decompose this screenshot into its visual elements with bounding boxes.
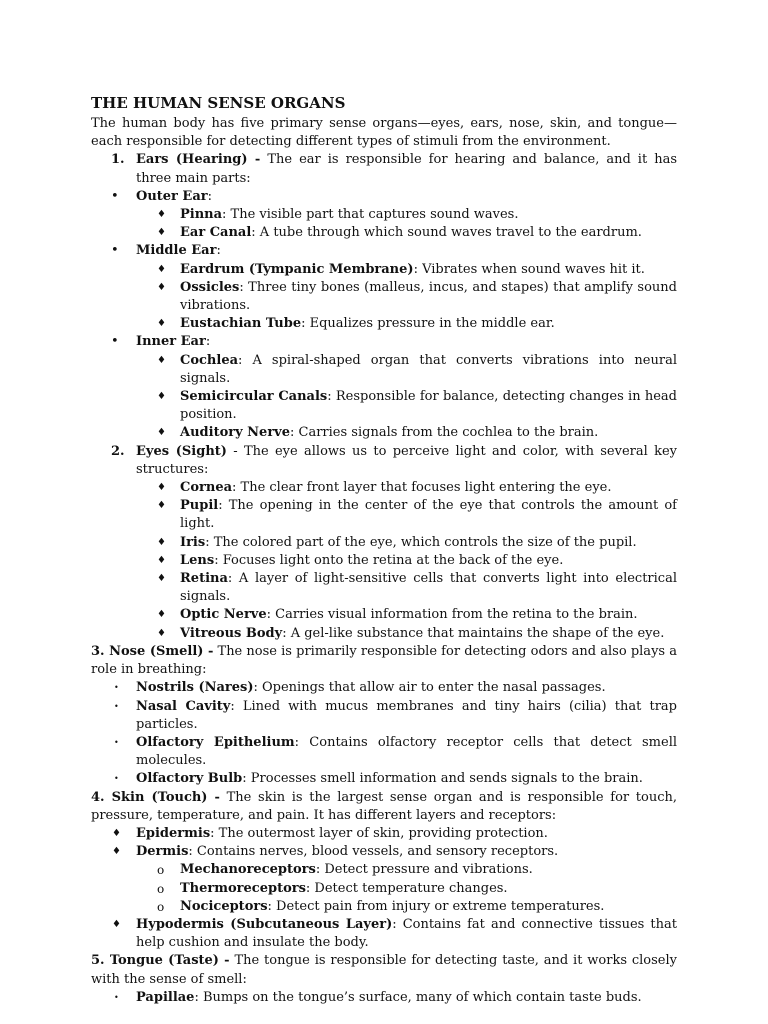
definition: : Equalizes pressure in the middle ear. bbox=[301, 316, 555, 332]
term: Iris bbox=[180, 534, 206, 550]
section-text: The ear is responsible for hearing and balance, and it has three main parts: bbox=[136, 152, 677, 186]
diamond-bullet-icon: ♦ bbox=[157, 263, 166, 275]
diamond-bullet-icon: ♦ bbox=[157, 209, 166, 221]
bullet-icon: • bbox=[114, 774, 119, 784]
definition: : Vibrates when sound waves hit it. bbox=[413, 261, 645, 277]
list-item-dermis bbox=[91, 843, 677, 861]
diamond-bullet-icon: ♦ bbox=[112, 918, 121, 930]
term: Nasal Cavity bbox=[136, 698, 231, 714]
term: Mechanoreceptors bbox=[180, 862, 316, 878]
list-item-ossicles bbox=[91, 279, 677, 315]
list-item-auditory-nerve bbox=[91, 424, 677, 442]
term: Cochlea bbox=[180, 352, 239, 368]
definition: : A layer of light-sensitive cells that converts light into electrical signals. bbox=[180, 571, 677, 605]
diamond-bullet-icon: ♦ bbox=[157, 318, 166, 330]
definition: : Contains fat and connective tissues that help cushion and insulate the body. bbox=[136, 916, 677, 951]
diamond-bullet-icon: ♦ bbox=[157, 609, 166, 621]
term: Lens bbox=[180, 552, 215, 568]
bullet-icon: • bbox=[114, 737, 119, 747]
definition: : Openings that allow air to enter the nasal passages. bbox=[253, 680, 606, 696]
list-item-nostrils bbox=[91, 679, 677, 697]
list-item-lens bbox=[91, 552, 677, 570]
definition: : A gel-like substance that maintains the shape of the eye. bbox=[282, 625, 665, 641]
list-item-cornea bbox=[91, 479, 677, 497]
intro-paragraph: The human body has five primary sense organs—eyes, ears, nose, skin, and tongue—each responsible for detecting different types of stimuli from the environment. bbox=[91, 116, 677, 150]
section-heading: 3. Nose (Smell) - bbox=[91, 643, 214, 659]
section-heading: 4. Skin (Touch) - bbox=[91, 789, 220, 805]
circle-bullet-icon: o bbox=[157, 881, 165, 896]
list-item-iris bbox=[91, 534, 677, 552]
subsection-inner-ear: • Inner Ear: bbox=[91, 333, 677, 351]
definition: : Detect temperature changes. bbox=[305, 880, 508, 896]
circle-bullet-icon: o bbox=[157, 863, 165, 878]
term: Epidermis bbox=[136, 825, 211, 841]
list-item-papillae bbox=[91, 989, 677, 1007]
definition: : Focuses light onto the retina at the back of the eye. bbox=[214, 552, 564, 568]
definition: : Contains olfactory receptor cells that detect smell molecules. bbox=[136, 734, 678, 769]
definition: : The colored part of the eye, which controls the size of the pupil. bbox=[205, 534, 637, 550]
term: Optic Nerve bbox=[180, 607, 267, 623]
list-item-optic-nerve bbox=[91, 606, 677, 624]
definition: : Bumps on the tongue’s surface, many of which contain taste buds. bbox=[194, 989, 642, 1005]
definition: : Carries signals from the cochlea to the brain. bbox=[290, 425, 599, 441]
section-text: - The eye allows us to perceive light and color, with several key structures: bbox=[136, 443, 677, 477]
list-number: 2. bbox=[111, 443, 125, 459]
section-ears bbox=[91, 151, 677, 187]
list-item-vitreous-body bbox=[91, 625, 677, 643]
list-item-pupil bbox=[91, 497, 677, 533]
term: Hypodermis (Subcutaneous Layer) bbox=[136, 916, 393, 932]
list-item-mechanoreceptors bbox=[91, 861, 677, 879]
section-tongue bbox=[91, 952, 677, 988]
definition: : Responsible for balance, detecting changes in head position. bbox=[180, 389, 677, 423]
term: Dermis bbox=[136, 844, 189, 860]
bullet-icon: • bbox=[111, 188, 119, 204]
diamond-bullet-icon: ♦ bbox=[157, 500, 166, 512]
list-item-olfactory-epithelium bbox=[91, 734, 677, 770]
document-title: THE HUMAN SENSE ORGANS bbox=[91, 94, 346, 112]
section-nose bbox=[91, 643, 677, 679]
term: Nociceptors bbox=[180, 898, 268, 914]
term: Semicircular Canals bbox=[180, 389, 328, 405]
list-item-pinna bbox=[91, 206, 677, 224]
term: Cornea bbox=[180, 480, 233, 496]
list-item-retina bbox=[91, 570, 677, 606]
term: Papillae bbox=[136, 989, 195, 1005]
diamond-bullet-icon: ♦ bbox=[157, 391, 166, 403]
term: Pinna bbox=[180, 207, 223, 223]
document-body bbox=[91, 93, 677, 1007]
diamond-bullet-icon: ♦ bbox=[112, 827, 121, 839]
term: Eustachian Tube bbox=[180, 316, 302, 332]
section-skin bbox=[91, 789, 677, 825]
term: Ossicles bbox=[180, 279, 240, 295]
definition: : A spiral-shaped organ that converts vibrations into neural signals. bbox=[180, 352, 677, 386]
subsection-label: Inner Ear bbox=[136, 334, 206, 350]
term: Vitreous Body bbox=[180, 625, 283, 641]
definition: : Three tiny bones (malleus, incus, and stapes) that amplify sound vibrations. bbox=[180, 279, 677, 314]
list-item-hypodermis bbox=[91, 916, 677, 952]
definition: : The outermost layer of skin, providing protection. bbox=[210, 825, 548, 841]
subsection-label: Outer Ear bbox=[136, 188, 208, 204]
bullet-icon: • bbox=[111, 243, 119, 259]
list-item-olfactory-bulb bbox=[91, 770, 677, 788]
term: Nostrils (Nares) bbox=[136, 680, 254, 696]
section-text: The tongue is responsible for detecting taste, and it works closely with the sense of smell: bbox=[91, 953, 677, 987]
definition: : Processes smell information and sends signals to the brain. bbox=[242, 771, 643, 787]
term: Olfactory Epithelium bbox=[136, 734, 295, 750]
definition: : Carries visual information from the retina to the brain. bbox=[266, 607, 638, 623]
term: Eardrum (Tympanic Membrane) bbox=[180, 261, 414, 277]
list-item-thermoreceptors bbox=[91, 880, 677, 898]
subsection-middle-ear: • Middle Ear: bbox=[91, 242, 677, 260]
term: Pupil bbox=[180, 498, 219, 514]
term: Thermoreceptors bbox=[180, 880, 306, 896]
section-heading: 5. Tongue (Taste) - bbox=[91, 953, 230, 969]
definition: : The clear front layer that focuses light entering the eye. bbox=[232, 480, 612, 496]
definition: : Detect pressure and vibrations. bbox=[315, 862, 533, 878]
definition: : Lined with mucus membranes and tiny hairs (cilia) that trap particles. bbox=[136, 698, 677, 732]
definition: : The visible part that captures sound waves. bbox=[222, 207, 519, 223]
definition: : Detect pain from injury or extreme temperatures. bbox=[267, 898, 605, 914]
list-item-eustachian-tube bbox=[91, 315, 677, 333]
list-item-nociceptors bbox=[91, 898, 677, 916]
list-item-semicircular-canals bbox=[91, 388, 677, 424]
section-heading: Eyes (Sight) bbox=[136, 443, 227, 459]
term: Ear Canal bbox=[180, 225, 252, 241]
term: Auditory Nerve bbox=[180, 425, 290, 441]
subsection-label: Middle Ear bbox=[136, 243, 217, 259]
term: Olfactory Bulb bbox=[136, 771, 243, 787]
diamond-bullet-icon: ♦ bbox=[157, 536, 166, 548]
list-item-cochlea bbox=[91, 352, 677, 388]
section-text: The skin is the largest sense organ and is responsible for touch, pressure, temperature, and pain. It has different layers and receptors: bbox=[91, 789, 677, 823]
section-heading: Ears (Hearing) - bbox=[136, 152, 261, 168]
diamond-bullet-icon: ♦ bbox=[157, 627, 166, 639]
list-item-eardrum bbox=[91, 261, 677, 279]
section-eyes bbox=[91, 443, 677, 479]
subsection-outer-ear: • Outer Ear: bbox=[91, 188, 677, 206]
diamond-bullet-icon: ♦ bbox=[112, 846, 121, 858]
list-item-nasal-cavity bbox=[91, 698, 677, 734]
diamond-bullet-icon: ♦ bbox=[157, 573, 166, 585]
definition: : A tube through which sound waves travel to the eardrum. bbox=[251, 225, 642, 241]
diamond-bullet-icon: ♦ bbox=[157, 281, 166, 293]
diamond-bullet-icon: ♦ bbox=[157, 482, 166, 494]
diamond-bullet-icon: ♦ bbox=[157, 554, 166, 566]
circle-bullet-icon: o bbox=[157, 899, 165, 914]
section-text: The nose is primarily responsible for detecting odors and also plays a role in breathing: bbox=[91, 643, 677, 678]
definition: : Contains nerves, blood vessels, and sensory receptors. bbox=[188, 844, 559, 860]
bullet-icon: • bbox=[111, 334, 119, 350]
diamond-bullet-icon: ♦ bbox=[157, 354, 166, 366]
list-number: 1. bbox=[111, 152, 125, 168]
bullet-icon: • bbox=[114, 701, 119, 711]
list-item-ear-canal bbox=[91, 224, 677, 242]
bullet-icon: • bbox=[114, 683, 119, 693]
diamond-bullet-icon: ♦ bbox=[157, 427, 166, 439]
term: Retina bbox=[180, 571, 228, 587]
diamond-bullet-icon: ♦ bbox=[157, 227, 166, 239]
list-item-epidermis bbox=[91, 825, 677, 843]
bullet-icon: • bbox=[114, 992, 119, 1002]
definition: : The opening in the center of the eye that controls the amount of light. bbox=[180, 498, 677, 532]
